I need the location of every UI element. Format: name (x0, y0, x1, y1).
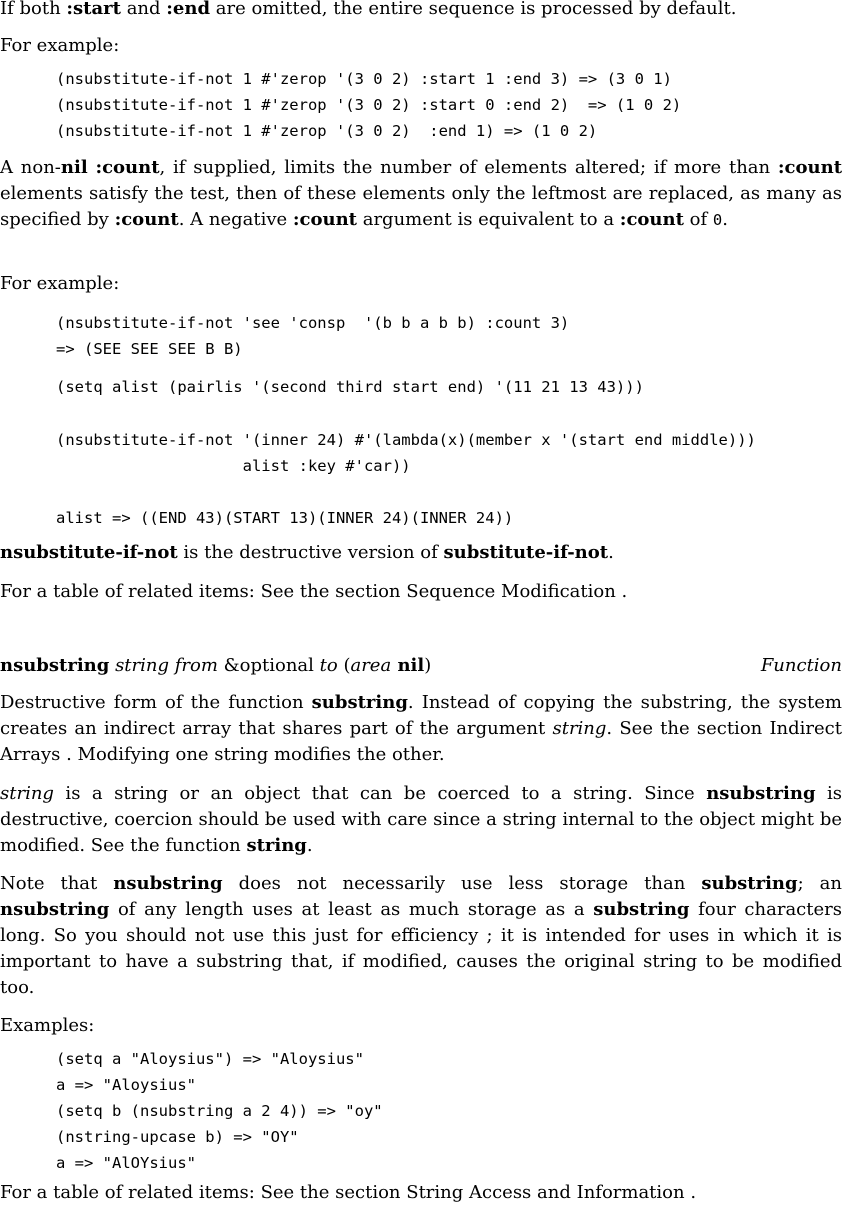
keyword-count: :count (292, 209, 357, 230)
code-line: a => "Aloysius" (56, 1076, 196, 1094)
keyword-nil: nil (391, 655, 425, 676)
text: . (306, 835, 313, 856)
function-name: string (246, 835, 307, 856)
keyword-count: :count (114, 209, 179, 230)
code-line: (nsubstitute-if-not '(inner 24) #'(lambda(x)(member x '(start end middle))) (56, 431, 756, 449)
text: ; an (797, 873, 842, 894)
code-line: (nsubstitute-if-not 1 #'zerop '(3 0 2) :start 0 :end 2) => (1 0 2) (56, 96, 682, 114)
for-example-label: For example: (0, 35, 120, 56)
function-arg: string (0, 783, 54, 804)
code-line: a => "AlOYsius" (56, 1154, 196, 1172)
for-example-label: For example: (0, 273, 120, 294)
code-block-2b (0, 374, 842, 400)
text: four characters long. So you should not use this just for efficiency ; it is intended for uses in which it is important to have a substring that, if modified, causes the original string to be modified too. (0, 899, 842, 998)
text: ( (337, 655, 351, 676)
note-paragraph (0, 871, 842, 1001)
keyword-end: :end (166, 0, 211, 19)
text: and (120, 0, 167, 19)
code-line: (setq a "Aloysius") => "Aloysius" (56, 1050, 364, 1068)
keyword-count: :count (619, 209, 684, 230)
function-arg: to (319, 655, 338, 676)
function-arg: area (350, 655, 392, 676)
text: . See the section Indirect Arrays . Modifying one string modifies the other. (0, 718, 842, 765)
text: does not necessarily use less storage than (222, 873, 702, 894)
function-name: substring (311, 692, 408, 713)
text: . (608, 542, 614, 563)
code-block-3 (0, 1046, 842, 1176)
function-name: nsubstring (706, 783, 816, 804)
function-name: substring (593, 899, 690, 920)
destructive-paragraph (0, 540, 842, 566)
text: Destructive form of the function (0, 692, 312, 713)
related-items-paragraph: For a table of related items: See the section String Access and Information . (0, 1182, 697, 1203)
code-block-2a (0, 310, 842, 362)
code-line: (nsubstitute-if-not 'see 'consp '(b b a b b) :count 3) (56, 314, 570, 332)
code-line: (nsubstitute-if-not 1 #'zerop '(3 0 2) :end 1) => (1 0 2) (56, 122, 598, 140)
count-paragraph (0, 155, 842, 233)
function-arg: string (552, 718, 607, 739)
text: of (683, 209, 713, 230)
text: argument is equivalent to a (357, 209, 620, 230)
examples-label: Examples: (0, 1015, 95, 1036)
code-block-2c (0, 427, 842, 479)
function-name: nsubstitute-if-not (0, 542, 178, 563)
keyword-count: :count (95, 157, 160, 178)
function-name: nsubstring (0, 655, 110, 676)
function-name: substitute-if-not (443, 542, 609, 563)
text: ) (424, 655, 432, 676)
keyword-start: :start (66, 0, 121, 19)
optional-keyword: &optional (217, 655, 320, 676)
related-items-paragraph: For a table of related items: See the section Sequence Modification . (0, 581, 628, 602)
destructive-form-paragraph (0, 690, 842, 768)
keyword-nil: nil (60, 157, 88, 178)
string-paragraph (0, 781, 842, 859)
omit-paragraph (0, 0, 842, 22)
text: Note that (0, 873, 114, 894)
text: . A negative (178, 209, 293, 230)
function-name: nsubstring (113, 873, 223, 894)
code-line: => (SEE SEE SEE B B) (56, 340, 243, 358)
text: is the destructive version of (177, 542, 444, 563)
code-zero: 0 (712, 211, 723, 229)
code-line: (setq b (nsubstring a 2 4)) => "oy" (56, 1102, 383, 1120)
definition-kind: Function (760, 655, 842, 676)
code-block-2d (0, 505, 842, 531)
function-name: nsubstring (0, 899, 110, 920)
code-block-1 (0, 66, 842, 144)
function-definition-line (0, 653, 842, 679)
text: A non- (0, 157, 61, 178)
keyword-count: :count (777, 157, 843, 178)
code-line: (nsubstitute-if-not 1 #'zerop '(3 0 2) :start 1 :end 3) => (3 0 1) (56, 70, 672, 88)
code-line: alist => ((END 43)(START 13)(INNER 24)(INNER 24)) (56, 509, 514, 527)
text: If both (0, 0, 67, 19)
text: are omitted, the entire sequence is processed by default. (210, 0, 737, 19)
text: is destructive, coercion should be used with care since a string internal to the object might be modified. See the function (0, 783, 843, 856)
text: of any length uses at least as much storage as a (109, 899, 594, 920)
code-line: (nstring-upcase b) => "OY" (56, 1128, 299, 1146)
text: . Instead of copying the substring, the system creates an indirect array that shares part of the argument (0, 692, 842, 739)
function-args: string from (109, 655, 218, 676)
code-line: (setq alist (pairlis '(second third start end) '(11 21 13 43))) (56, 378, 644, 396)
text: . (722, 209, 728, 230)
text: is a string or an object that can be coerced to a string. Since (53, 783, 707, 804)
function-signature (0, 653, 431, 679)
text: , if supplied, limits the number of elements altered; if more than (159, 157, 778, 178)
text: elements satisfy the test, then of these elements only the leftmost are replaced, as many as specified by (0, 183, 842, 230)
function-name: substring (701, 873, 798, 894)
code-line: alist :key #'car)) (56, 457, 411, 475)
